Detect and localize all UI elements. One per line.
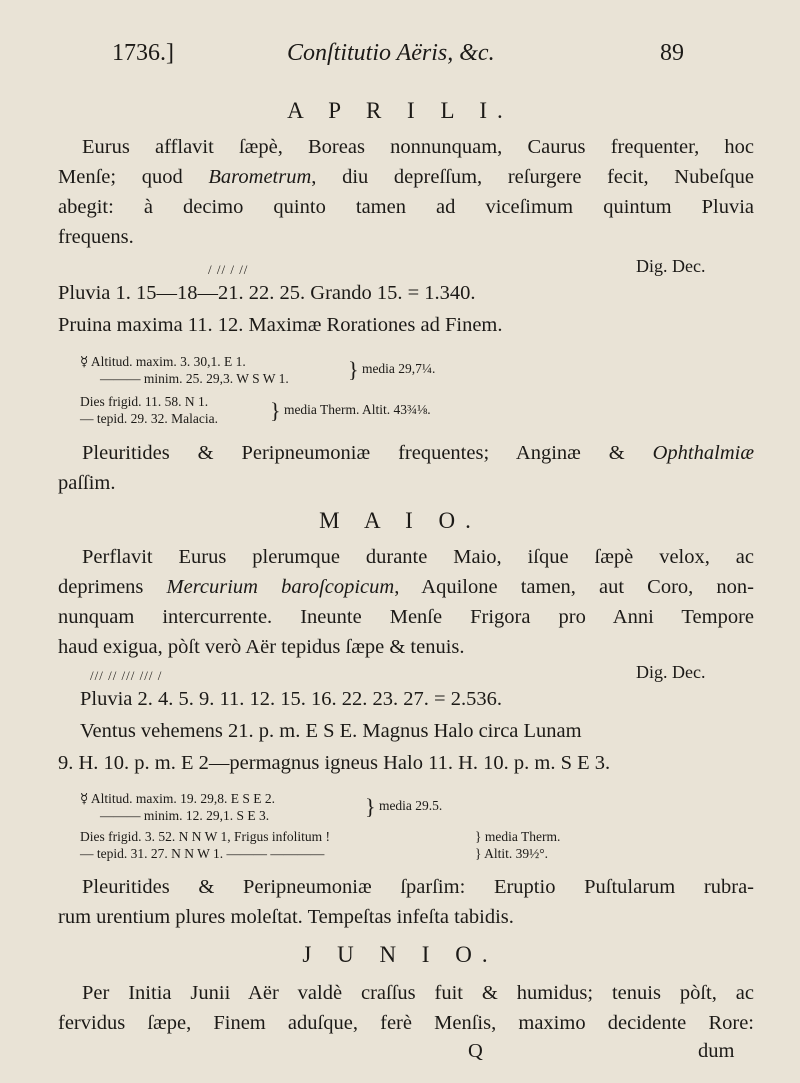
april-line-4: frequens.	[58, 226, 134, 248]
maio-therm-media-wrap	[475, 828, 560, 862]
running-header	[0, 40, 800, 74]
april-paragraph	[58, 132, 754, 252]
junio-paragraph	[58, 978, 754, 1038]
maio-line-3: nunquam intercurrente. Ineunte Menſe Frigora pro Anni Tempore	[58, 606, 754, 628]
april-line-2	[58, 162, 754, 192]
catchword: dum	[698, 1040, 735, 1062]
april-line-2-text: Menſe; quod Barometrum, diu depreſſum, reſurgere fecit, Nubeſque	[58, 166, 754, 188]
brace-icon: }	[270, 398, 281, 424]
april-rain-ticks: / // / //	[208, 262, 249, 277]
maio-barometer	[80, 790, 275, 824]
maio-morbi	[58, 872, 754, 932]
april-dies-tep: — tepid. 29. 32. Malacia.	[80, 411, 218, 426]
brace-icon: }	[348, 357, 359, 383]
junio-heading: J U N I O.	[302, 942, 498, 967]
maio-rain-ticks: /// // /// /// /	[90, 668, 163, 683]
april-thermometer	[80, 393, 218, 427]
maio-line-4: haud exigua, pòſt verò Aër tepidus ſæpe & tenuis.	[58, 636, 465, 658]
maio-alt-max: ☿ Altitud. maxim. 19. 29,8. E S E 2.	[80, 791, 276, 806]
maio-ventus: Ventus vehemens 21. p. m. E S E. Magnus Halo circa Lunam	[80, 720, 582, 742]
april-pluvia: Pluvia 1. 15—18—21. 22. 25. Grando 15. = 1.340.	[58, 282, 476, 304]
april-alt-max: ☿ Altitud. maxim. 3. 30,1. E 1.	[80, 354, 246, 369]
april-therm-media-wrap	[270, 398, 431, 424]
april-morbi	[58, 438, 754, 498]
maio-alt-media-wrap	[365, 794, 443, 820]
brace-top-icon: }	[475, 829, 482, 844]
maio-therm-media-1: media Therm.	[484, 829, 561, 844]
brace-icon: }	[365, 794, 376, 820]
maio-halo: 9. H. 10. p. m. E 2—permagnus igneus Halo 11. H. 10. p. m. S E 3.	[58, 752, 611, 774]
maio-morbi-1: Pleuritides & Peripneumoniæ ſparſim: Eruptio Puſtularum rubra-	[82, 876, 754, 898]
maio-alt-media: media 29.5.	[378, 798, 443, 813]
junio-line-1: Per Initia Junii Aër valdè craſſus fuit & humidus; tenuis pòſt, ac	[82, 982, 754, 1004]
header-year: 1736.]	[112, 40, 174, 66]
april-alt-media-wrap	[348, 357, 436, 383]
maio-line-2: deprimens Mercurium baroſcopicum, Aquilone tamen, aut Coro, non-	[58, 576, 754, 598]
april-barometer	[80, 353, 289, 387]
april-dig-dec: Dig. Dec.	[636, 256, 706, 276]
april-dies-frig: Dies frigid. 11. 58. N 1.	[80, 394, 209, 409]
maio-alt-min: ——— minim. 12. 29,1. S E 3.	[100, 808, 270, 823]
maio-morbi-2: rum urentium plures moleſtat. Tempeſtas infeſta tabidis.	[58, 906, 514, 928]
maio-paragraph	[58, 542, 754, 662]
april-line-3: abegit: à decimo quinto tamen ad viceſimum quintum Pluvia	[58, 196, 754, 218]
april-line-1: Eurus afflavit ſæpè, Boreas nonnunquam, Caurus frequenter, hoc	[82, 136, 754, 158]
april-pruina: Pruina maxima 11. 12. Maximæ Rorationes ad Finem.	[58, 314, 503, 336]
maio-therm-media-2: Altit. 39½°.	[484, 846, 549, 861]
april-alt-min: ——— minim. 25. 29,3. W S W 1.	[100, 371, 289, 386]
brace-bottom-icon: }	[475, 846, 482, 861]
maio-dig-dec: Dig. Dec.	[636, 662, 706, 682]
maio-dies-frig: Dies frigid. 3. 52. N N W 1, Frigus infolitum !	[80, 829, 330, 844]
page-number: 89	[660, 40, 684, 66]
april-morbi-1: Pleuritides & Peripneumoniæ frequentes; Anginæ & Ophthalmiæ	[82, 442, 754, 464]
junio-line-2: fervidus ſæpe, Finem aduſque, ferè Menſis, maximo decidente Rore:	[58, 1012, 754, 1034]
maio-line-1: Perflavit Eurus plerumque durante Maio, iſque ſæpè velox, ac	[82, 546, 754, 568]
april-morbi-2: paſſim.	[58, 472, 116, 494]
april-therm-media: media Therm. Altit. 43¾⅛.	[283, 402, 431, 417]
maio-pluvia: Pluvia 2. 4. 5. 9. 11. 12. 15. 16. 22. 23. 27. = 2.536.	[80, 688, 502, 710]
header-title: Conſtitutio Aëris, &c.	[287, 40, 495, 66]
maio-dies-tep: — tepid. 31. 27. N N W 1. ——— ————	[80, 846, 325, 861]
april-alt-media: media 29,7¼.	[361, 361, 436, 376]
april-heading: A P R I L I.	[287, 98, 513, 123]
maio-heading: M A I O.	[319, 508, 481, 533]
catchword-q: Q	[468, 1040, 483, 1062]
maio-thermometer	[80, 828, 330, 862]
